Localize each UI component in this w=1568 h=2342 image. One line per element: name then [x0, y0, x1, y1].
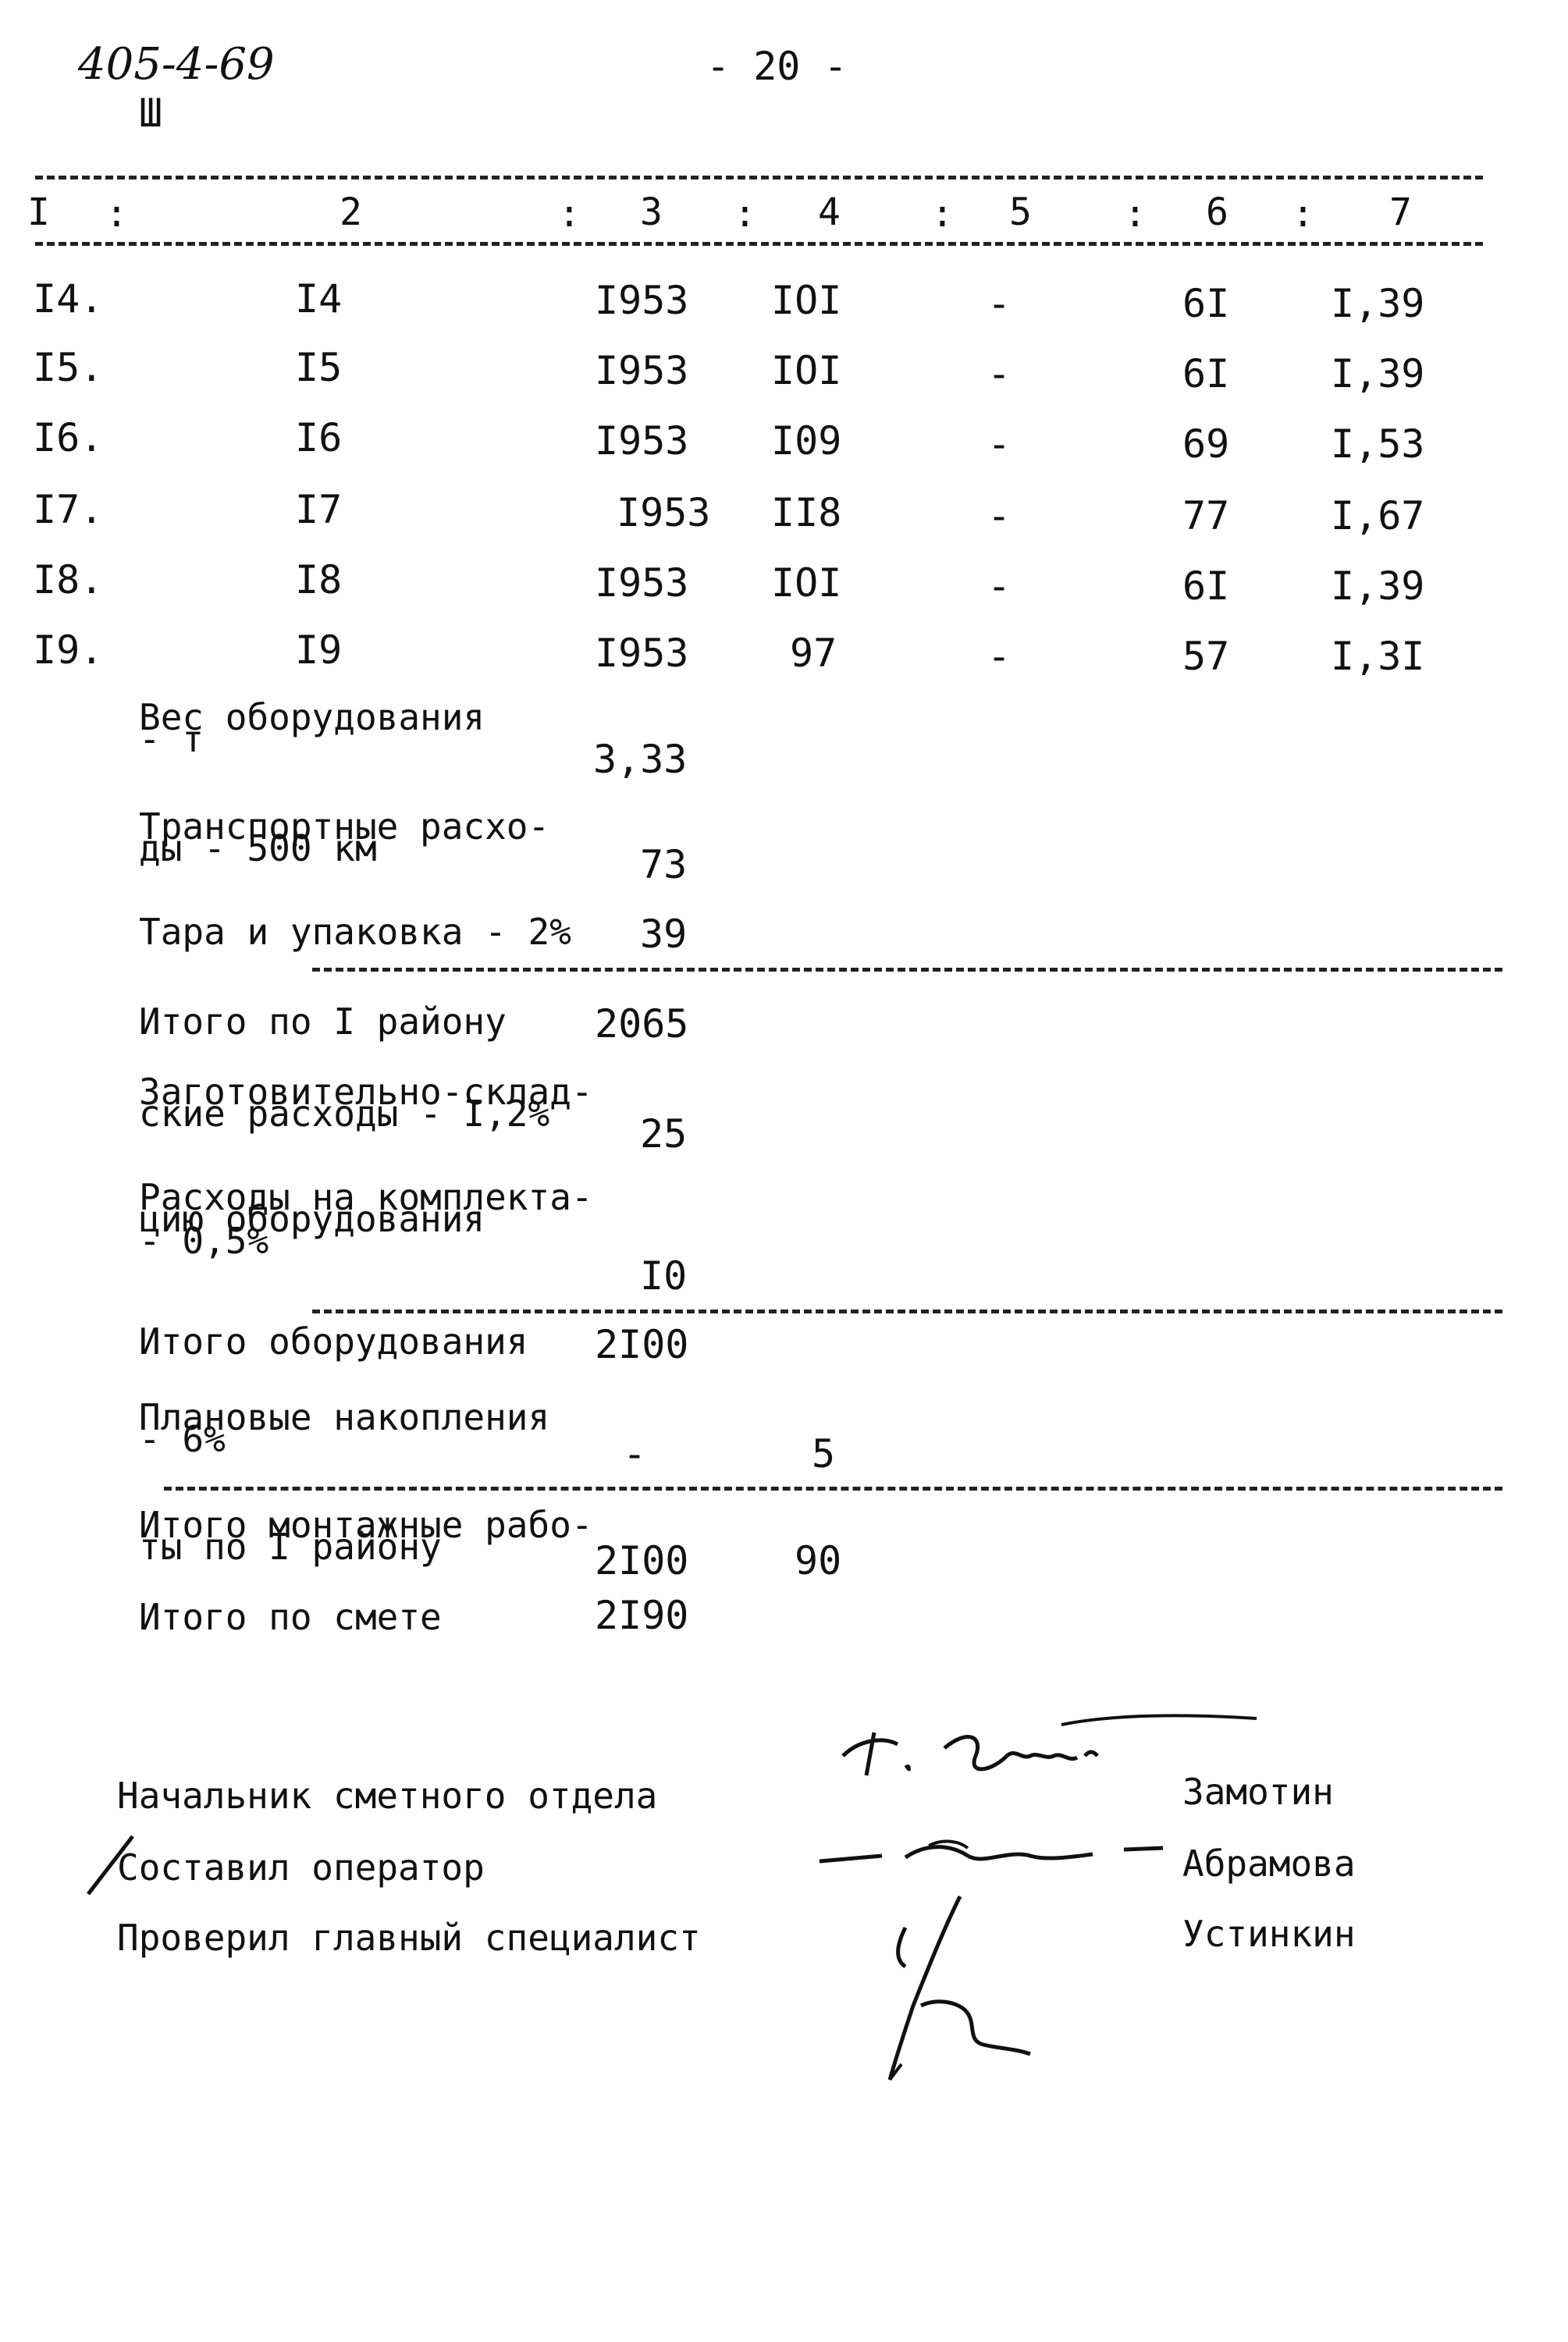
- signature-name: Замотин: [1182, 1771, 1334, 1813]
- col-sep: :: [1124, 192, 1147, 236]
- summary-rule: [312, 1310, 1502, 1313]
- summary-label: Итого по смете: [139, 1596, 442, 1638]
- summary-value: 2065: [595, 1001, 689, 1047]
- cell: I4: [295, 276, 343, 322]
- cell: 77: [1182, 493, 1230, 538]
- col-header-7: 7: [1389, 190, 1412, 234]
- cell: 6I: [1182, 351, 1230, 396]
- col-header-2: 2: [340, 190, 362, 234]
- cell: I5: [295, 345, 343, 390]
- cell: -: [987, 281, 1012, 326]
- cell: I8: [295, 557, 343, 602]
- cell: I953: [595, 278, 689, 323]
- handwritten-signature-3: [874, 1881, 1061, 2084]
- cell: I953: [595, 418, 689, 464]
- col-sep: :: [105, 192, 128, 236]
- summary-label: Транспортные расхо- ды - 500 км: [139, 805, 550, 869]
- cell: IOI: [771, 348, 842, 393]
- cell: I6.: [33, 415, 104, 460]
- signature-role: Начальник сметного отдела: [117, 1775, 658, 1817]
- cell: -: [987, 563, 1012, 609]
- cell: I9.: [33, 627, 104, 673]
- summary-value: 39: [640, 912, 688, 957]
- summary-value: 2I00: [595, 1322, 689, 1367]
- handwritten-signature-1: [827, 1701, 1264, 1795]
- cell: -: [987, 634, 1012, 679]
- cell: I09: [771, 418, 842, 464]
- summary-label: Вес оборудования - т: [139, 696, 485, 760]
- summary-value: 2I00: [595, 1538, 689, 1583]
- cell: II8: [771, 490, 842, 535]
- cell: 6I: [1182, 563, 1230, 609]
- cell: I4.: [33, 276, 104, 322]
- cell: I7: [295, 487, 343, 532]
- summary-value: 5: [812, 1431, 836, 1477]
- summary-value: 25: [640, 1111, 688, 1157]
- summary-label: Плановые накопления - 6%: [139, 1396, 550, 1460]
- col-sep: :: [734, 192, 756, 236]
- summary-label: Итого монтажные рабо- ты по I району: [139, 1504, 593, 1568]
- cell: I953: [617, 490, 711, 535]
- cell: I953: [595, 560, 689, 606]
- summary-value: 90: [795, 1538, 842, 1583]
- cell: -: [987, 421, 1012, 467]
- signature-role: Проверил главный специалист: [117, 1917, 701, 1959]
- summary-rule: [312, 968, 1502, 972]
- summary-label: Итого по I району: [139, 1000, 507, 1043]
- summary-rule: [164, 1487, 1502, 1491]
- cell: I,3I: [1331, 634, 1425, 679]
- cell: I,53: [1331, 421, 1425, 467]
- cell: 69: [1182, 421, 1230, 467]
- table-header-rule: [35, 242, 1483, 246]
- col-sep: :: [558, 192, 581, 236]
- document-code: 405-4-69: [78, 39, 275, 90]
- signature-name: Абрамова: [1182, 1843, 1356, 1885]
- summary-label: Расходы на комплекта- цию оборудования - 0,5%: [139, 1176, 593, 1262]
- cell: I,39: [1331, 351, 1425, 396]
- summary-label: Заготовительно-склад- ские расходы - I,2%: [139, 1071, 593, 1135]
- cell: I5.: [33, 345, 104, 390]
- volume-mark: Ш: [139, 91, 163, 136]
- col-header-1: I: [27, 190, 50, 234]
- col-sep: :: [931, 192, 954, 236]
- summary-value: I0: [640, 1253, 688, 1299]
- col-header-4: 4: [818, 190, 841, 234]
- cell: I953: [595, 348, 689, 393]
- handwritten-signature-2: [812, 1826, 1171, 1881]
- cell: -: [987, 351, 1012, 396]
- page-number: - 20 -: [706, 44, 848, 89]
- col-header-6: 6: [1206, 190, 1228, 234]
- cell: IOI: [771, 278, 842, 323]
- cell: I953: [595, 631, 689, 676]
- cell: 6I: [1182, 281, 1230, 326]
- summary-label: Тара и упаковка - 2%: [139, 911, 571, 953]
- cell: 57: [1182, 634, 1230, 679]
- summary-label: Итого оборудования: [139, 1320, 528, 1363]
- col-header-3: 3: [640, 190, 663, 234]
- summary-value: 73: [640, 842, 688, 887]
- cell: I7.: [33, 487, 104, 532]
- table-top-rule: [35, 176, 1483, 179]
- cell: 97: [790, 631, 837, 676]
- summary-value: 3,33: [593, 737, 688, 782]
- cell: I9: [295, 627, 343, 673]
- cell: I,39: [1331, 281, 1425, 326]
- check-mark: [82, 1830, 137, 1900]
- cell: I6: [295, 415, 343, 460]
- col-sep: :: [1292, 192, 1314, 236]
- cell: I,39: [1331, 563, 1425, 609]
- signature-name: Устинкин: [1182, 1913, 1356, 1955]
- col-header-5: 5: [1009, 190, 1032, 234]
- summary-value: -: [623, 1431, 647, 1477]
- signature-role: Составил оператор: [117, 1846, 485, 1889]
- cell: I8.: [33, 557, 104, 602]
- summary-value: 2I90: [595, 1593, 689, 1638]
- cell: -: [987, 493, 1012, 538]
- cell: I,67: [1331, 493, 1425, 538]
- cell: IOI: [771, 560, 842, 606]
